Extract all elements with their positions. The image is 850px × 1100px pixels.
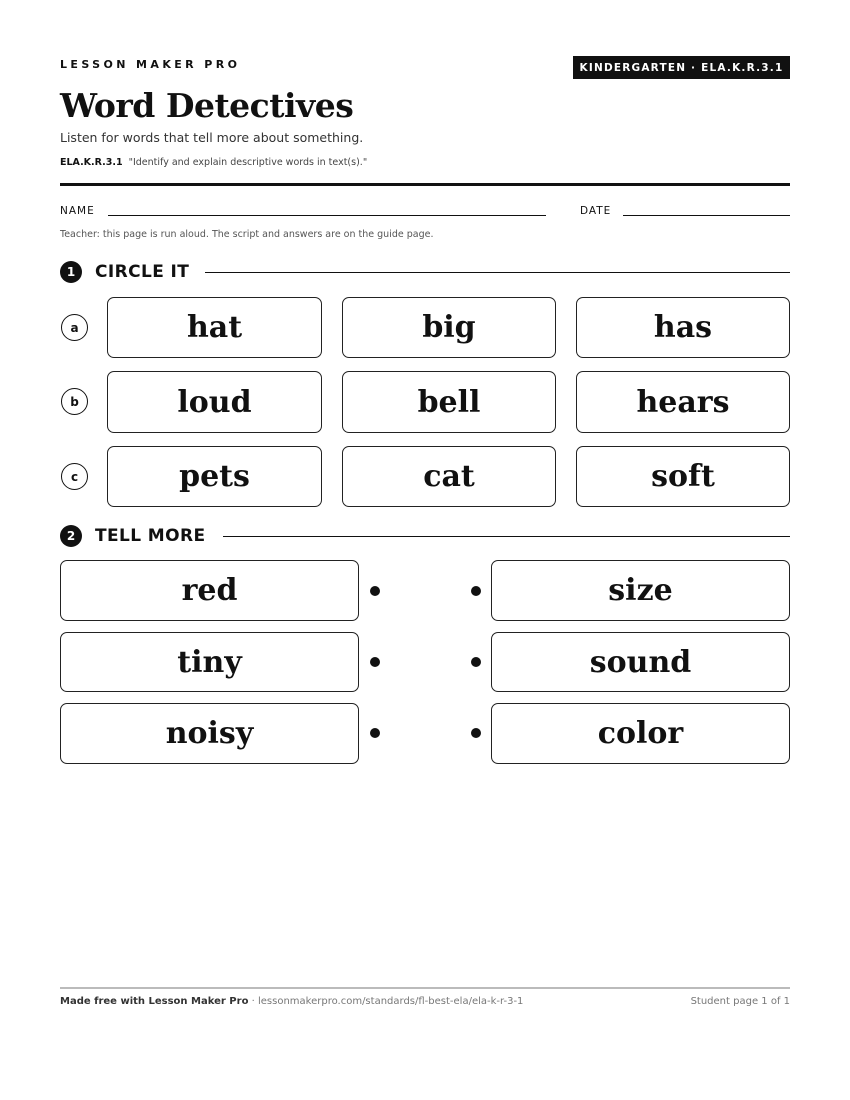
header-divider — [60, 183, 790, 186]
match-dot-left-1[interactable] — [370, 586, 380, 596]
section-2-heading — [60, 524, 205, 548]
section-2-number: 2 — [60, 525, 82, 547]
grade-badge: KINDERGARTEN · ELA.K.R.3.1 — [573, 56, 790, 79]
row-letter-c: c — [61, 463, 88, 490]
section-2-rule — [223, 536, 790, 537]
match-left-tiny[interactable]: tiny — [60, 632, 359, 692]
match-dot-right-1[interactable] — [471, 586, 481, 596]
match-dot-right-2[interactable] — [471, 657, 481, 667]
word-choice-bell[interactable]: bell — [342, 371, 556, 433]
match-dot-right-3[interactable] — [471, 728, 481, 738]
footer-page-number: Student page 1 of 1 — [690, 996, 790, 1007]
section-1-rule — [205, 272, 790, 273]
match-right-sound[interactable]: sound — [491, 632, 790, 692]
word-choice-has[interactable]: has — [576, 297, 790, 358]
footer-url[interactable]: · lessonmakerpro.com/standards/fl-best-ela/ela-k-r-3-1 — [248, 996, 524, 1007]
row-letter-a: a — [61, 314, 88, 341]
name-field[interactable] — [108, 215, 546, 216]
word-choice-soft[interactable]: soft — [576, 446, 790, 507]
match-dot-left-2[interactable] — [370, 657, 380, 667]
section-2-title: TELL MORE — [95, 526, 206, 546]
standard-code: ELA.K.R.3.1 — [60, 157, 123, 168]
match-right-color[interactable]: color — [491, 703, 790, 764]
word-choice-cat[interactable]: cat — [342, 446, 556, 507]
match-left-red[interactable]: red — [60, 560, 359, 621]
name-label: NAME — [60, 205, 95, 217]
word-choice-pets[interactable]: pets — [107, 446, 322, 507]
word-choice-hat[interactable]: hat — [107, 297, 322, 358]
match-dot-left-3[interactable] — [370, 728, 380, 738]
teacher-note: Teacher: this page is run aloud. The script and answers are on the guide page. — [60, 229, 434, 240]
section-1-heading — [60, 260, 189, 284]
date-label: DATE — [580, 205, 612, 217]
brand-name: LESSON MAKER PRO — [60, 58, 241, 71]
date-field[interactable] — [623, 215, 790, 216]
footer-made-with: Made free with Lesson Maker Pro — [60, 996, 249, 1007]
section-1-title: CIRCLE IT — [95, 262, 190, 282]
footer-divider — [60, 987, 790, 989]
row-letter-b: b — [61, 388, 88, 415]
page-title: Word Detectives — [60, 86, 354, 125]
footer-credit — [60, 996, 523, 1007]
word-choice-big[interactable]: big — [342, 297, 556, 358]
section-1-number: 1 — [60, 261, 82, 283]
page-subtitle: Listen for words that tell more about something. — [60, 130, 364, 145]
word-choice-loud[interactable]: loud — [107, 371, 322, 433]
standard-text: "Identify and explain descriptive words in text(s)." — [128, 157, 368, 168]
match-right-size[interactable]: size — [491, 560, 790, 621]
word-choice-hears[interactable]: hears — [576, 371, 790, 433]
standard-line — [60, 157, 367, 168]
match-left-noisy[interactable]: noisy — [60, 703, 359, 764]
